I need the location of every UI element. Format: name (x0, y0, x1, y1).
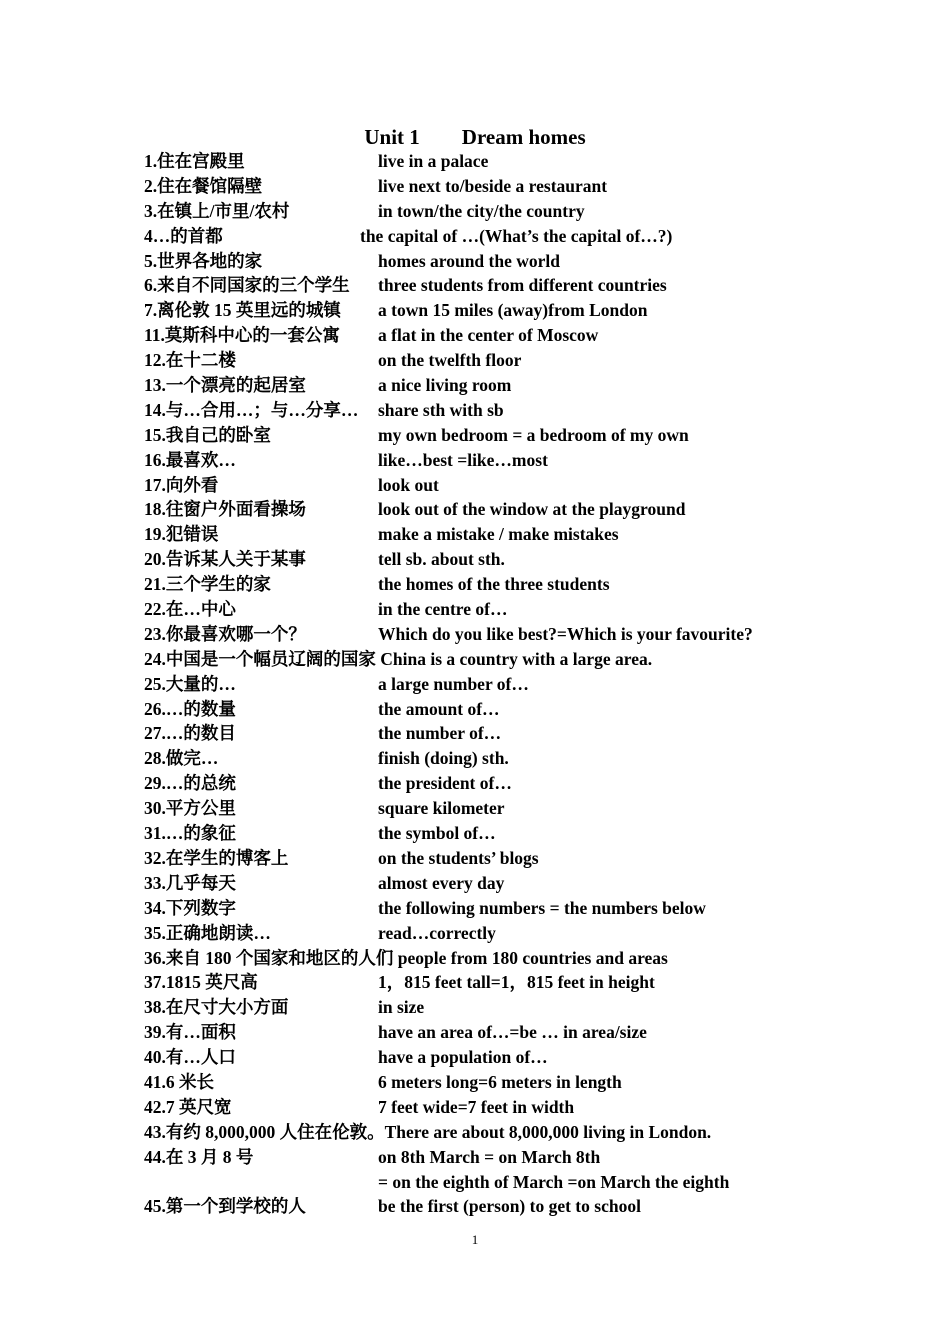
english-phrase: live next to/beside a restaurant (378, 175, 608, 196)
list-item (144, 821, 844, 846)
chinese-term: 38.在尺寸大小方面 (144, 997, 289, 1018)
list-item (144, 298, 844, 323)
list-item (144, 1020, 844, 1045)
chinese-term: 22.在…中心 (144, 599, 236, 620)
english-phrase: in the centre of… (378, 599, 508, 620)
list-item (144, 647, 844, 672)
english-phrase: in size (378, 997, 425, 1018)
chinese-term: 2.住在餐馆隔壁 (144, 175, 263, 196)
english-phrase: tell sb. about sth. (378, 549, 505, 570)
list-item (144, 398, 844, 423)
page-number: 1 (471, 1232, 479, 1247)
list-item (144, 572, 844, 597)
chinese-term: 5.世界各地的家 (144, 250, 263, 271)
full-line-text: 24.中国是一个幅员辽阔的国家 China is a country with a large area. (144, 648, 653, 669)
list-item (144, 846, 844, 871)
list-item (144, 448, 844, 473)
chinese-term: 34.下列数字 (144, 897, 236, 918)
list-item (144, 547, 844, 572)
chinese-term: 17.向外看 (144, 474, 219, 495)
chinese-term: 7.离伦敦 15 英里远的城镇 (144, 300, 341, 321)
english-phrase: a town 15 miles (away)from London (378, 300, 648, 321)
english-phrase: look out (378, 474, 439, 495)
list-item (144, 946, 844, 971)
list-item (144, 871, 844, 896)
list-item (144, 746, 844, 771)
english-phrase: a flat in the center of Moscow (378, 325, 599, 346)
chinese-term: 35.正确地朗读… (144, 922, 271, 943)
chinese-term: 16.最喜欢… (144, 449, 236, 470)
list-item (144, 249, 844, 274)
chinese-term: 15.我自己的卧室 (144, 424, 271, 445)
list-item (144, 323, 844, 348)
list-item (144, 921, 844, 946)
list-item (144, 697, 844, 722)
chinese-term: 39.有…面积 (144, 1022, 236, 1043)
chinese-term: 42.7 英尺宽 (144, 1096, 232, 1117)
chinese-term: 12.在十二楼 (144, 350, 236, 371)
chinese-term: 27.…的数目 (144, 723, 236, 744)
chinese-term: 32.在学生的博客上 (144, 847, 289, 868)
chinese-term: 13.一个漂亮的起居室 (144, 375, 306, 396)
english-phrase: 1，815 feet tall=1，815 feet in height (378, 972, 655, 993)
list-item (144, 1120, 844, 1145)
chinese-term: 1.住在宫殿里 (144, 151, 245, 171)
english-phrase: the following numbers = the numbers below (378, 897, 706, 918)
english-phrase: have a population of… (378, 1047, 548, 1068)
chinese-term: 30.平方公里 (144, 798, 236, 819)
english-phrase: square kilometer (378, 798, 505, 819)
list-item (144, 1095, 844, 1120)
english-phrase: almost every day (378, 872, 505, 893)
list-item (144, 273, 844, 298)
list-item (144, 1145, 844, 1170)
chinese-term: 26.…的数量 (144, 698, 236, 719)
english-phrase: homes around the world (378, 250, 560, 271)
list-item (144, 1070, 844, 1095)
english-phrase: have an area of…=be … in area/size (378, 1022, 647, 1043)
full-line-text: 43.有约 8,000,000 人住在伦敦。There are about 8,000,000 living in London. (144, 1121, 712, 1142)
chinese-term: 11.莫斯科中心的一套公寓 (144, 325, 340, 346)
english-phrase: the amount of… (378, 698, 500, 719)
english-phrase: live in a palace (378, 151, 489, 171)
chinese-term: 20.告诉某人关于某事 (144, 549, 306, 570)
english-phrase: 6 meters long=6 meters in length (378, 1071, 622, 1092)
english-phrase: three students from different countries (378, 275, 667, 296)
list-item (144, 597, 844, 622)
list-item (144, 522, 844, 547)
english-phrase: make a mistake / make mistakes (378, 524, 619, 545)
english-phrase: finish (doing) sth. (378, 748, 509, 769)
list-item (144, 149, 844, 174)
list-item (144, 1045, 844, 1070)
chinese-term: 37.1815 英尺高 (144, 972, 258, 993)
english-phrase: the symbol of… (378, 823, 496, 844)
list-item (144, 423, 844, 448)
chinese-term: 29.…的总统 (144, 773, 236, 794)
english-phrase: in town/the city/the country (378, 200, 585, 221)
english-phrase: look out of the window at the playground (378, 499, 686, 520)
english-phrase: on the students’ blogs (378, 847, 539, 868)
vocabulary-list (144, 149, 844, 1219)
list-item (144, 224, 844, 249)
list-item (144, 373, 844, 398)
chinese-term: 45.第一个到学校的人 (144, 1196, 306, 1217)
english-phrase: my own bedroom = a bedroom of my own (378, 424, 689, 445)
english-phrase: = on the eighth of March =on March the eighth (378, 1171, 730, 1192)
list-item (144, 174, 844, 199)
list-item (144, 348, 844, 373)
chinese-term: 23.你最喜欢哪一个？ (144, 623, 306, 644)
chinese-term: 6.来自不同国家的三个学生 (144, 275, 350, 296)
english-phrase: the president of… (378, 773, 512, 794)
english-phrase: the number of… (378, 723, 502, 744)
chinese-term: 4…的首都 (144, 225, 223, 246)
list-item (144, 622, 844, 647)
english-phrase: Which do you like best?=Which is your favourite? (378, 623, 753, 644)
chinese-term: 28.做完… (144, 748, 219, 769)
list-item (144, 473, 844, 498)
list-item (144, 796, 844, 821)
english-phrase: be the first (person) to get to school (378, 1196, 641, 1217)
chinese-term: 33.几乎每天 (144, 872, 236, 893)
chinese-term: 14.与…合用…；与…分享… (144, 399, 359, 420)
english-phrase: a large number of… (378, 673, 529, 694)
list-item (144, 721, 844, 746)
english-phrase: a nice living room (378, 375, 512, 396)
chinese-term: 19.犯错误 (144, 524, 219, 545)
english-phrase: the homes of the three students (378, 574, 610, 595)
chinese-term: 21.三个学生的家 (144, 574, 271, 595)
list-item (144, 896, 844, 921)
english-phrase: on the twelfth floor (378, 350, 522, 371)
list-item-continuation (144, 1170, 844, 1195)
page-title: Unit 1 Dream homes (364, 125, 586, 149)
list-item (144, 771, 844, 796)
chinese-term: 3.在镇上/市里/农村 (144, 200, 290, 221)
english-phrase: the capital of …(What’s the capital of…?) (360, 225, 673, 246)
chinese-term: 41.6 米长 (144, 1071, 214, 1092)
english-phrase: 7 feet wide=7 feet in width (378, 1096, 575, 1117)
list-item (144, 497, 844, 522)
chinese-term: 31.…的象征 (144, 823, 236, 844)
english-phrase: read…correctly (378, 922, 496, 943)
english-phrase: share sth with sb (378, 399, 504, 420)
chinese-term: 18.往窗户外面看操场 (144, 499, 306, 520)
list-item (144, 672, 844, 697)
chinese-term: 40.有…人口 (144, 1047, 236, 1068)
chinese-term: 44.在 3 月 8 号 (144, 1146, 254, 1167)
chinese-term: 25.大量的… (144, 673, 236, 694)
english-phrase: like…best =like…most (378, 449, 548, 470)
list-item (144, 970, 844, 995)
list-item (144, 199, 844, 224)
full-line-text: 36.来自 180 个国家和地区的人们 people from 180 countries and areas (144, 947, 668, 968)
list-item (144, 1194, 844, 1219)
list-item (144, 995, 844, 1020)
english-phrase: on 8th March = on March 8th (378, 1146, 601, 1167)
